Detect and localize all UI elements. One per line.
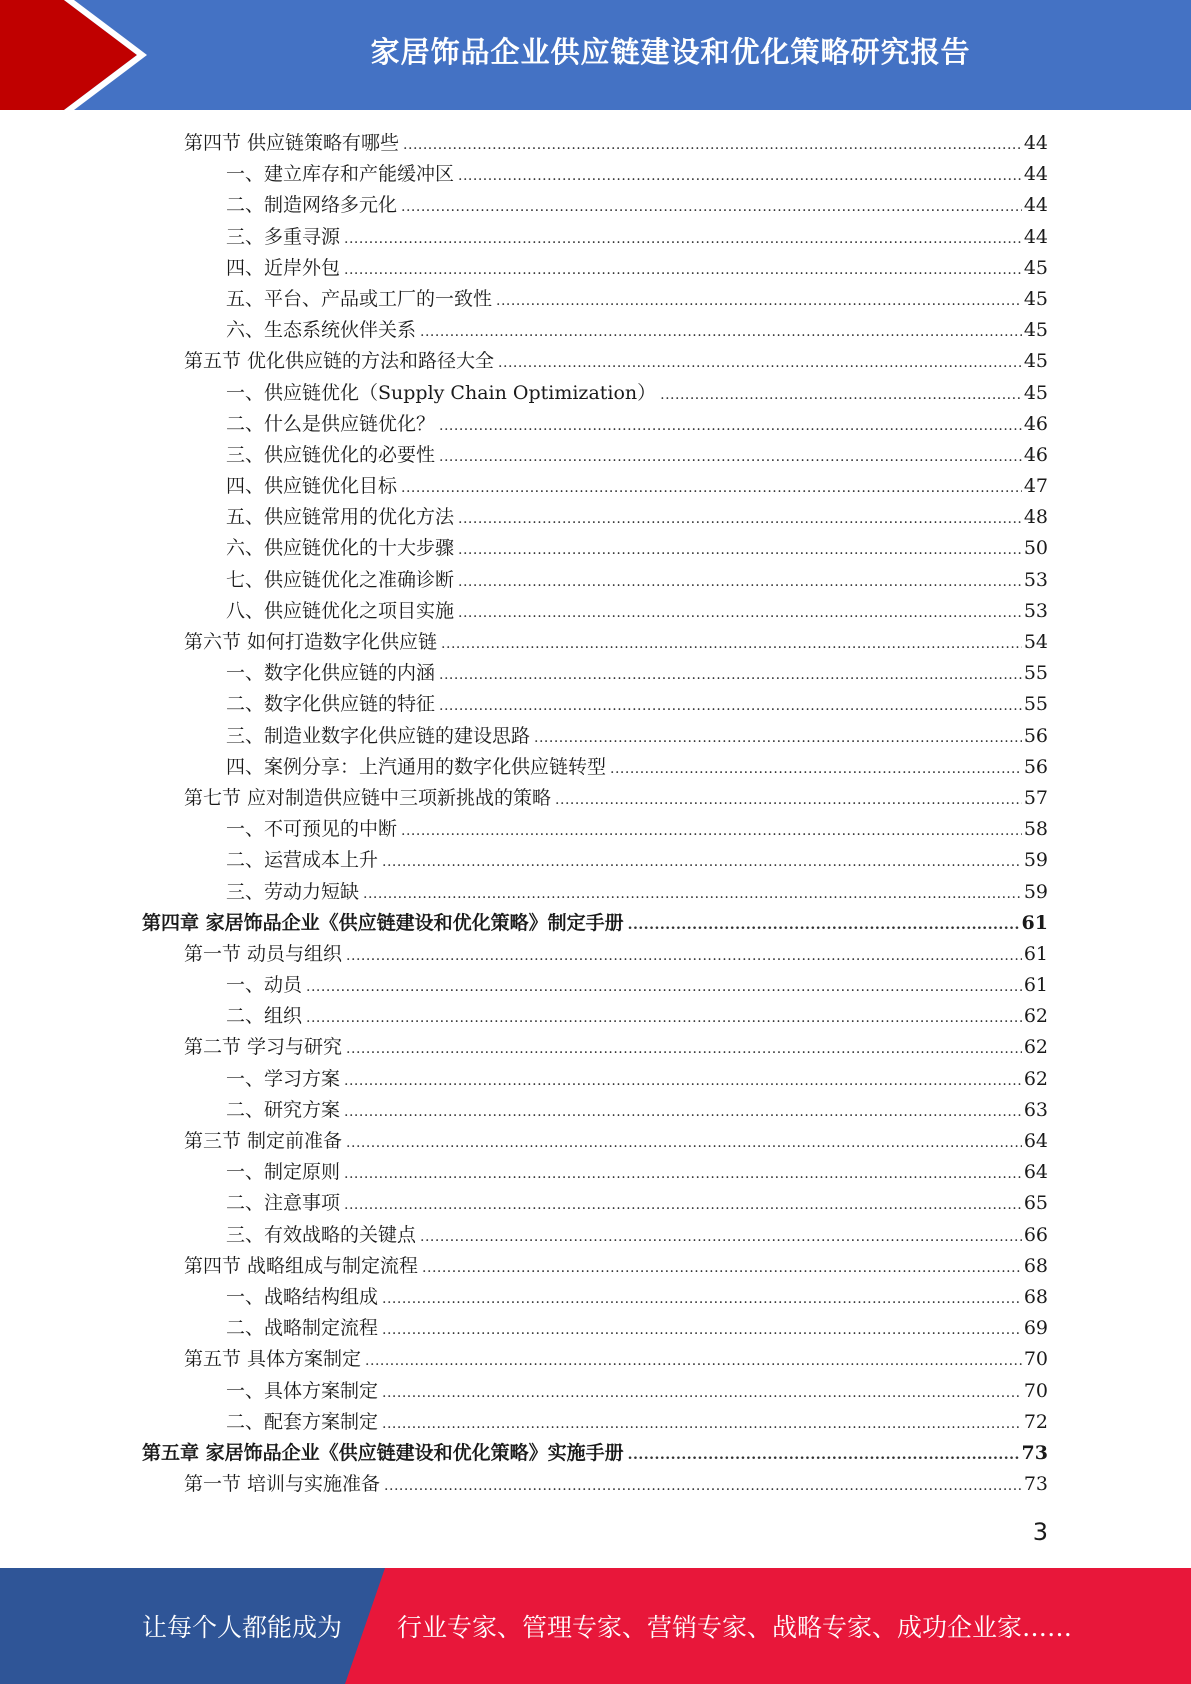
- toc-entry-page: 61: [1023, 974, 1048, 997]
- toc-entry[interactable]: [142, 1376, 1048, 1407]
- toc-entry-page: 63: [1023, 1098, 1048, 1121]
- toc-dot-leader: [346, 941, 1022, 972]
- toc-dot-leader: [610, 754, 1022, 785]
- document-title: 家居饰品企业供应链建设和优化策略研究报告: [370, 34, 971, 69]
- toc-dot-leader: [401, 192, 1022, 223]
- toc-entry-title: 二、战略制定流程: [226, 1317, 379, 1340]
- toc-dot-leader: [420, 317, 1022, 348]
- toc-entry-page: 66: [1023, 1223, 1048, 1246]
- toc-entry-title: 二、制造网络多元化: [226, 194, 398, 217]
- toc-entry[interactable]: [142, 128, 1048, 159]
- toc-entry-page: 62: [1023, 1067, 1048, 1090]
- toc-entry-title: 二、数字化供应链的特征: [226, 693, 436, 716]
- toc-entry-page: 68: [1023, 1254, 1048, 1277]
- toc-entry[interactable]: [142, 1001, 1048, 1032]
- toc-entry-title: 第一节 动员与组织: [184, 942, 343, 965]
- toc-dot-leader: [344, 224, 1022, 255]
- toc-dot-leader: [628, 1440, 1020, 1471]
- toc-entry[interactable]: [142, 721, 1048, 752]
- toc-entry[interactable]: [142, 658, 1048, 689]
- toc-entry-page: 56: [1023, 724, 1048, 747]
- toc-entry-title: 二、运营成本上升: [226, 849, 379, 872]
- toc-entry-page: 44: [1023, 132, 1048, 154]
- footer-slogan-left: 让每个人都能成为: [142, 1613, 343, 1642]
- toc-entry-page: 45: [1023, 256, 1048, 279]
- toc-dot-leader: [344, 1190, 1022, 1221]
- toc-dot-leader: [441, 629, 1022, 660]
- toc-entry-title: 六、供应链优化的十大步骤: [226, 537, 455, 560]
- header-banner: [0, 0, 1191, 110]
- toc-entry-page: 61: [1021, 911, 1048, 934]
- toc-entry[interactable]: [142, 190, 1048, 221]
- toc-dot-leader: [628, 910, 1020, 941]
- toc-entry-title: 五、供应链常用的优化方法: [226, 506, 455, 529]
- toc-entry-page: 44: [1023, 194, 1048, 217]
- toc-entry[interactable]: [142, 877, 1048, 908]
- toc-dot-leader: [382, 1284, 1022, 1315]
- toc-entry[interactable]: [142, 1220, 1048, 1251]
- toc-entry-page: 69: [1023, 1317, 1048, 1340]
- toc-dot-leader: [382, 847, 1022, 878]
- toc-entry[interactable]: [142, 1251, 1048, 1282]
- toc-entry-title: 三、多重寻源: [226, 225, 341, 248]
- toc-entry-page: 46: [1023, 443, 1048, 466]
- toc-entry-page: 73: [1021, 1441, 1048, 1464]
- footer-banner: [0, 1568, 1191, 1684]
- toc-entry-title: 二、研究方案: [226, 1098, 341, 1121]
- toc-entry[interactable]: [142, 1188, 1048, 1219]
- toc-entry-title: 第五章 家居饰品企业《供应链建设和优化策略》实施手册: [142, 1441, 624, 1464]
- toc-entry[interactable]: [142, 346, 1048, 377]
- toc-dot-leader: [344, 255, 1022, 286]
- toc-entry-page: 47: [1023, 475, 1048, 498]
- table-of-contents: [142, 128, 1048, 1500]
- toc-entry-title: 二、注意事项: [226, 1192, 341, 1215]
- toc-dot-leader: [363, 879, 1022, 910]
- toc-entry[interactable]: [142, 1095, 1048, 1126]
- toc-entry-title: 第五节 具体方案制定: [184, 1348, 362, 1371]
- toc-entry-page: 55: [1023, 662, 1048, 685]
- toc-dot-leader: [439, 442, 1022, 473]
- toc-entry-title: 一、不可预见的中断: [226, 818, 398, 841]
- toc-entry-page: 48: [1023, 506, 1048, 529]
- toc-entry[interactable]: [142, 533, 1048, 564]
- toc-entry-page: 57: [1023, 786, 1048, 809]
- toc-entry-title: 第四章 家居饰品企业《供应链建设和优化策略》制定手册: [142, 911, 624, 934]
- toc-entry[interactable]: [142, 1032, 1048, 1063]
- toc-entry[interactable]: [142, 471, 1048, 502]
- toc-entry-page: 65: [1023, 1192, 1048, 1215]
- toc-entry-title: 第四节 供应链策略有哪些: [184, 132, 400, 154]
- toc-dot-leader: [382, 1315, 1022, 1346]
- toc-entry-page: 70: [1023, 1379, 1048, 1402]
- toc-entry-title: 四、近岸外包: [226, 256, 341, 279]
- toc-dot-leader: [306, 1003, 1022, 1034]
- toc-dot-leader: [346, 1128, 1022, 1159]
- toc-entry[interactable]: [142, 1282, 1048, 1313]
- toc-entry-title: 三、供应链优化的必要性: [226, 443, 436, 466]
- toc-entry-page: 73: [1023, 1473, 1048, 1496]
- toc-dot-leader: [403, 130, 1022, 161]
- toc-entry[interactable]: [142, 284, 1048, 315]
- toc-entry-title: 一、建立库存和产能缓冲区: [226, 163, 455, 186]
- toc-entry-page: 56: [1023, 755, 1048, 778]
- toc-dot-leader: [365, 1346, 1022, 1377]
- toc-entry[interactable]: [142, 253, 1048, 284]
- toc-entry[interactable]: [142, 627, 1048, 658]
- toc-entry-title: 一、具体方案制定: [226, 1379, 379, 1402]
- toc-dot-leader: [458, 161, 1022, 192]
- toc-entry[interactable]: [142, 845, 1048, 876]
- toc-entry-page: 59: [1023, 880, 1048, 903]
- toc-entry-title: 第四节 战略组成与制定流程: [184, 1254, 419, 1277]
- toc-entry[interactable]: [142, 1438, 1048, 1469]
- toc-dot-leader: [439, 691, 1022, 722]
- toc-entry-title: 八、供应链优化之项目实施: [226, 599, 455, 622]
- toc-entry-page: 44: [1023, 225, 1048, 248]
- toc-entry[interactable]: [142, 939, 1048, 970]
- footer-slogan-right: 行业专家、管理专家、营销专家、战略专家、成功企业家……: [397, 1613, 1073, 1642]
- toc-entry-title: 一、供应链优化（Supply Chain Optimization）: [226, 381, 657, 404]
- toc-entry-title: 七、供应链优化之准确诊断: [226, 568, 455, 591]
- toc-entry-title: 四、供应链优化目标: [226, 475, 398, 498]
- toc-entry-title: 三、制造业数字化供应链的建设思路: [226, 724, 531, 747]
- toc-entry-title: 第七节 应对制造供应链中三项新挑战的策略: [184, 786, 552, 809]
- toc-entry-title: 二、组织: [226, 1005, 303, 1028]
- toc-entry-page: 62: [1023, 1005, 1048, 1028]
- toc-entry-title: 一、动员: [226, 974, 303, 997]
- toc-entry-title: 二、什么是供应链优化？: [226, 412, 436, 435]
- toc-entry[interactable]: [142, 565, 1048, 596]
- page-number: 3: [1032, 1518, 1048, 1546]
- toc-entry-page: 70: [1023, 1348, 1048, 1371]
- toc-entry[interactable]: [142, 159, 1048, 190]
- toc-entry-page: 58: [1023, 818, 1048, 841]
- toc-dot-leader: [344, 1097, 1022, 1128]
- toc-entry-title: 第五节 优化供应链的方法和路径大全: [184, 350, 495, 373]
- toc-dot-leader: [344, 1159, 1022, 1190]
- toc-entry-page: 62: [1023, 1036, 1048, 1059]
- toc-dot-leader: [344, 1066, 1022, 1097]
- toc-entry-page: 59: [1023, 849, 1048, 872]
- toc-entry[interactable]: [142, 1126, 1048, 1157]
- toc-entry[interactable]: [142, 1313, 1048, 1344]
- toc-dot-leader: [555, 785, 1022, 816]
- toc-dot-leader: [422, 1253, 1022, 1284]
- toc-entry-page: 44: [1023, 163, 1048, 186]
- toc-dot-leader: [401, 816, 1022, 847]
- toc-entry[interactable]: [142, 752, 1048, 783]
- toc-entry[interactable]: [142, 783, 1048, 814]
- toc-entry-title: 第三节 制定前准备: [184, 1130, 343, 1152]
- toc-dot-leader: [382, 1378, 1022, 1409]
- toc-entry-page: 45: [1023, 287, 1048, 310]
- toc-entry[interactable]: [142, 1157, 1048, 1188]
- toc-dot-leader: [346, 1034, 1022, 1065]
- toc-entry[interactable]: [142, 378, 1048, 409]
- toc-dot-leader: [384, 1471, 1022, 1502]
- toc-entry[interactable]: [142, 970, 1048, 1001]
- toc-entry[interactable]: [142, 908, 1048, 939]
- toc-entry-page: 64: [1023, 1130, 1048, 1152]
- toc-entry-title: 四、案例分享：上汽通用的数字化供应链转型: [226, 755, 607, 778]
- toc-entry[interactable]: [142, 1064, 1048, 1095]
- toc-dot-leader: [458, 598, 1022, 629]
- toc-entry-title: 六、生态系统伙伴关系: [226, 319, 417, 342]
- toc-dot-leader: [306, 972, 1022, 1003]
- toc-entry-page: 45: [1023, 350, 1048, 373]
- toc-dot-leader: [401, 473, 1022, 504]
- toc-entry-page: 53: [1023, 568, 1048, 591]
- toc-dot-leader: [534, 723, 1022, 754]
- toc-entry-title: 第二节 学习与研究: [184, 1036, 343, 1059]
- toc-entry-title: 一、学习方案: [226, 1067, 341, 1090]
- toc-entry[interactable]: [142, 1344, 1048, 1375]
- toc-entry[interactable]: [142, 689, 1048, 720]
- toc-entry-title: 五、平台、产品或工厂的一致性: [226, 287, 493, 310]
- toc-entry[interactable]: [142, 502, 1048, 533]
- toc-entry[interactable]: [142, 1469, 1048, 1500]
- toc-entry-title: 一、数字化供应链的内涵: [226, 662, 436, 685]
- toc-entry-title: 一、战略结构组成: [226, 1285, 379, 1308]
- toc-dot-leader: [458, 535, 1022, 566]
- toc-entry-title: 第一节 培训与实施准备: [184, 1473, 381, 1496]
- toc-entry[interactable]: [142, 440, 1048, 471]
- toc-entry-page: 64: [1023, 1161, 1048, 1184]
- toc-dot-leader: [660, 380, 1022, 411]
- toc-dot-leader: [382, 1409, 1022, 1440]
- toc-entry-title: 第六节 如何打造数字化供应链: [184, 631, 438, 653]
- toc-entry-page: 61: [1023, 942, 1048, 965]
- toc-dot-leader: [420, 1222, 1022, 1253]
- toc-entry-title: 三、有效战略的关键点: [226, 1223, 417, 1246]
- toc-entry-page: 72: [1023, 1410, 1048, 1433]
- toc-dot-leader: [496, 286, 1022, 317]
- toc-entry[interactable]: [142, 814, 1048, 845]
- toc-entry[interactable]: [142, 596, 1048, 627]
- toc-entry-page: 50: [1023, 537, 1048, 560]
- toc-entry[interactable]: [142, 315, 1048, 346]
- toc-entry-page: 68: [1023, 1285, 1048, 1308]
- toc-entry-title: 二、配套方案制定: [226, 1410, 379, 1433]
- toc-entry-page: 53: [1023, 599, 1048, 622]
- toc-entry-page: 45: [1023, 319, 1048, 342]
- toc-dot-leader: [439, 411, 1022, 442]
- toc-entry[interactable]: [142, 1407, 1048, 1438]
- toc-entry[interactable]: [142, 409, 1048, 440]
- toc-entry-page: 45: [1023, 381, 1048, 404]
- toc-dot-leader: [458, 504, 1022, 535]
- toc-dot-leader: [439, 660, 1022, 691]
- toc-dot-leader: [458, 567, 1022, 598]
- toc-entry-page: 46: [1023, 412, 1048, 435]
- toc-dot-leader: [498, 348, 1022, 379]
- toc-entry-title: 三、劳动力短缺: [226, 880, 360, 903]
- toc-entry-page: 54: [1023, 631, 1048, 653]
- toc-entry-page: 55: [1023, 693, 1048, 716]
- toc-entry[interactable]: [142, 222, 1048, 253]
- toc-entry-title: 一、制定原则: [226, 1161, 341, 1184]
